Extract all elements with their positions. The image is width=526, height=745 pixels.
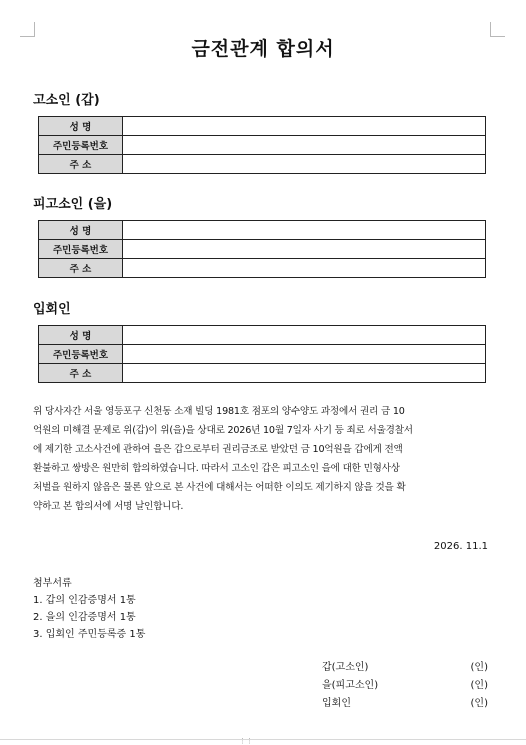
resident-number-value-cell[interactable] [123,136,486,155]
name-value-cell[interactable] [123,221,486,240]
resident-number-value-cell[interactable] [123,240,486,259]
resize-handle-icon[interactable]: ⋮⋮ [239,737,253,745]
attachments-list [33,592,145,643]
seal-mark: (인) [470,662,488,673]
table-row [39,221,486,240]
address-value-cell[interactable] [123,259,486,278]
list-item: 1. 갑의 인감증명서 1통 [33,595,136,606]
agreement-body [33,402,488,516]
address-label: 주 소 [39,364,123,383]
section-title-defendant: 피고소인 (을) [33,197,113,212]
table-row [39,155,486,174]
section-title-witness: 입회인 [33,302,71,317]
section-title-complainant: 고소인 (갑) [33,93,100,108]
table-row [39,240,486,259]
document-title: 금전관계 합의서 [191,38,335,60]
defendant-table [38,220,486,278]
signature-name: 갑(고소인) [322,662,369,673]
resident-number-label: 주민등록번호 [39,240,123,259]
list-item: 2. 을의 인감증명서 1통 [33,612,136,623]
body-line: 처벌을 원하지 않음은 물론 앞으로 본 사건에 대해서는 어떠한 이의도 제기하지 않을 것을 확 [33,482,406,493]
table-row [39,136,486,155]
address-value-cell[interactable] [123,364,486,383]
resident-number-label: 주민등록번호 [39,136,123,155]
name-label: 성 명 [39,221,123,240]
list-item: 3. 입회인 주민등록증 1통 [33,629,146,640]
seal-mark: (인) [470,680,488,691]
name-value-cell[interactable] [123,117,486,136]
table-row [39,117,486,136]
body-line: 억원의 미해결 문제로 위(갑)이 위(을)을 상대로 2026년 10월 7일자 사기 등 죄로 서울경찰서 [33,425,413,436]
complainant-table [38,116,486,174]
name-value-cell[interactable] [123,326,486,345]
name-label: 성 명 [39,117,123,136]
resident-number-label: 주민등록번호 [39,345,123,364]
table-row [39,345,486,364]
body-line: 에 제기한 고소사건에 관하여 을은 갑으로부터 권리금조로 받았던 금 10억원을 갑에게 전액 [33,444,403,455]
resident-number-value-cell[interactable] [123,345,486,364]
attachments-title: 첨부서류 [33,578,72,589]
address-value-cell[interactable] [123,155,486,174]
name-label: 성 명 [39,326,123,345]
table-row [39,259,486,278]
body-line: 환불하고 쌍방은 원만히 합의하였습니다. 따라서 고소인 갑은 피고소인 을에 대한 민형사상 [33,463,400,474]
address-label: 주 소 [39,259,123,278]
table-row [39,364,486,383]
signature-name: 을(피고소인) [322,680,379,691]
witness-table [38,325,486,383]
address-label: 주 소 [39,155,123,174]
page-bottom-divider [0,739,526,740]
agreement-date: 2026. 11.1 [433,541,488,552]
table-row [39,326,486,345]
seal-mark: (인) [470,698,488,709]
signature-name: 입회인 [322,698,351,709]
body-line: 위 당사자간 서울 영등포구 신천동 소재 빌딩 1981호 점포의 양수양도 과정에서 권리 금 10 [33,406,405,417]
body-line: 약하고 본 합의서에 서명 날인합니다. [33,501,184,512]
